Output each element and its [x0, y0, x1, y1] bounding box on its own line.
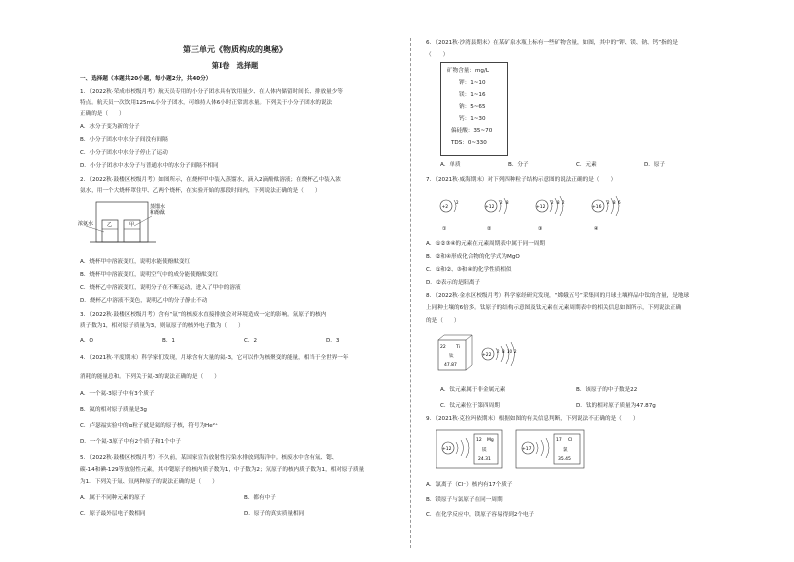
q7-atom-diagrams [436, 194, 646, 236]
mg-number: 12 [476, 438, 482, 443]
q1-line3: 正确的是（ ） [80, 111, 125, 117]
cl-symbol: Cl [568, 438, 573, 443]
mineral-potassium: 钾：1~10 [459, 80, 486, 86]
q3-option-d: D．3 [326, 338, 340, 344]
q5-line2: 碳-14和碘-129等放射性元素，其中锶原子的核内质子数为1，中子数为2；氘原子的核内质子数为1，相对原子质量 [80, 467, 365, 473]
q1-option-a: A．水分子变为新的分子 [80, 124, 140, 130]
q2-option-b: B．烧杯甲中溶液变红，说明空气中的成分能使酚酞变红 [80, 272, 219, 278]
mineral-calcium: 钙：1~30 [459, 116, 486, 122]
page-title: 第三单元《物质构成的奥秘》 [183, 44, 287, 54]
atom4-label: ④ [594, 226, 599, 232]
column-divider [410, 38, 411, 548]
q4-option-c: C．卢瑟福实验中的α粒子就是氦的原子核，符号为He²⁺ [80, 423, 218, 429]
svg-text:2: 2 [497, 349, 500, 354]
q7-line1: 7．（2021秋·威海期末）对下列四种粒子结构示意图的说法正确的是（ ） [426, 177, 617, 183]
mineral-label-box [440, 62, 508, 156]
cl-name: 氯 [563, 448, 568, 453]
q5-option-d: D．原子的真实质量相同 [244, 511, 305, 517]
q4-line2: 消耗的能量总和。下列关于氦-3的说法正确的是（ ） [80, 374, 220, 380]
atom-diagram-1 [440, 200, 459, 232]
svg-text:2: 2 [456, 200, 459, 205]
q4-option-a: A．一个氦-3原子中有3个质子 [80, 391, 155, 397]
q2-option-d: D．烧杯乙中溶液不变色，说明乙中的分子静止不动 [80, 298, 208, 304]
atom1-nucleus: +2 [441, 205, 449, 210]
q8-option-c: C．钛元素位于第四周期 [440, 403, 500, 409]
q5-option-b: B．都有中子 [244, 495, 276, 501]
mg-nucleus: +12 [442, 447, 452, 452]
q5-option-a: A．属于不同种元素的原子 [80, 495, 146, 501]
section-heading: 一、选择题（本题共20小题，每小题2分，共40分） [80, 76, 212, 82]
mineral-tds: TDS：0~330 [451, 140, 487, 146]
q6-option-c: C．元素 [576, 162, 597, 168]
q8-option-b: B．该原子的中子数是22 [576, 387, 638, 393]
q9-mg-cl-figure [436, 428, 646, 472]
q2-line2: 氨水，用一个大烧杯罩住甲、乙两个烧杯，在实验开始的那段时间内，下列说法正确的是（ ） [80, 188, 321, 194]
q6-line1: 6．（2021秋·沙湾县期末）在某矿泉水瓶上标有一些矿物含量，如图，其中的“钾、镁、钠、钙”指的是 [426, 40, 678, 46]
mineral-sodium: 钠：5~65 [459, 104, 486, 110]
q3-line1: 3．（2022秋·鼓楼区校级月考）含有“氚”的核废水直接排放会对环境造成一定的影响。氚原子的核内 [80, 312, 327, 318]
q5-line1: 5．（2022秋·鼓楼区校级月考）不久前，某国家宣告放射性污染水排放到海洋中。核废水中含有氚、锶、 [80, 455, 338, 461]
q7-option-d: D．②表示的是阳离子 [426, 280, 481, 286]
atom2-label: ② [487, 226, 492, 232]
ti-symbol: Ti [456, 345, 460, 350]
q7-option-c: C．①和②、③和④的化学性质相似 [426, 267, 512, 273]
svg-text:2: 2 [562, 200, 565, 205]
q9-option-b: B．镁原子与氯原子在同一周期 [426, 497, 503, 503]
q7-option-b: B．②和④形成化合物的化学式为MgO [426, 254, 520, 260]
svg-text:2: 2 [514, 349, 517, 354]
page-subtitle: 第Ⅰ卷 选择题 [211, 61, 259, 70]
atom-diagram-3 [536, 196, 565, 232]
mineral-metasilicate: 偏硅酸：35~70 [451, 128, 493, 134]
atom3-nucleus: +12 [536, 205, 546, 210]
label-distilled-water: 蒸馏水 [150, 204, 166, 210]
q8-titanium-figure [436, 334, 546, 376]
atom-diagram-4 [592, 196, 621, 232]
q3-option-a: A．0 [80, 338, 93, 344]
atom3-label: ③ [538, 226, 543, 232]
q2-line1: 2．（2022秋·鼓楼区校级月考）如图所示，在烧杯甲中装入蒸馏水，滴入2滴酚酞溶液；在烧杯乙中装入浓 [80, 177, 341, 183]
ti-atomic-number: 22 [440, 345, 446, 350]
cl-mass: 35.45 [558, 457, 571, 462]
svg-text:6: 6 [618, 200, 621, 205]
q9-line1: 9．（2021秋·克拉玛依期末）根据如图的有关信息判断，下列说法不正确的是（ ） [426, 416, 639, 422]
q9-option-c: C．在化学反应中，镁原子容易得到2个电子 [426, 512, 535, 518]
svg-text:2: 2 [607, 200, 610, 205]
q6-option-b: B．分子 [508, 162, 529, 168]
q5-line3: 为1．下列关于氚、氘两种原子的说法正确的是（ ） [80, 479, 218, 485]
mg-mass: 24.31 [478, 457, 491, 462]
q6-option-d: D．原子 [644, 162, 666, 168]
svg-text:2: 2 [551, 200, 554, 205]
q2-option-a: A．烧杯甲中溶液变红，说明水能使酚酞变红 [80, 259, 191, 265]
svg-text:8: 8 [506, 200, 509, 205]
q8-line1: 8．（2022秋·金水区校级月考）科学家经研究发现，“嫦娥五号”采集回的月球土壤样品中钛的含量，是地球 [426, 293, 690, 299]
cl-number: 17 [556, 438, 562, 443]
q6-line2: （ ） [426, 52, 449, 58]
mineral-magnesium: 镁：1~16 [459, 92, 486, 98]
svg-text:2: 2 [500, 200, 503, 205]
svg-text:8: 8 [613, 200, 616, 205]
q3-line2: 质子数为1，相对原子质量为3，则氚原子的核外电子数为（ ） [80, 323, 244, 329]
ti-nucleus: +22 [482, 353, 492, 358]
q8-option-d: D．钛的相对原子质量为47.87g [576, 403, 656, 409]
q8-line2: 上同种土壤的6倍多。钛原子的结构示意图及钛元素在元素周期表中的相关信息如图所示，下列说法正确 [426, 305, 682, 311]
atom-diagram-2 [485, 198, 509, 232]
q5-option-c: C．原子最外层电子数相同 [80, 511, 146, 517]
q1-line2: 特点。航天员一次饮用125mL小分子团水，可维持人体6小时正常需水量。下列关于小分子团水的说法 [80, 100, 333, 106]
atom4-nucleus: +16 [592, 205, 602, 210]
q8-option-a: A．钛元素属于非金属元素 [440, 387, 506, 393]
atom1-label: ① [442, 226, 447, 232]
ti-mass: 47.87 [444, 363, 457, 368]
q1-option-d: D．小分子团水中水分子与普通水中的水分子间隔不相同 [80, 163, 219, 169]
q4-option-d: D．一个氦-3原子中有2个质子和1个中子 [80, 439, 181, 445]
q7-option-a: A．①②③④的元素在元素周期表中属于同一周期 [426, 241, 545, 247]
label-phenolphthalein: 和酚酞 [150, 210, 166, 216]
label-beaker-jia: 甲 [129, 222, 135, 228]
cl-nucleus: +17 [522, 447, 532, 452]
q3-option-c: C．2 [244, 338, 258, 344]
svg-text:8: 8 [557, 200, 560, 205]
ti-name: 钛 [449, 354, 454, 359]
label-beaker-yi: 乙 [107, 222, 113, 228]
label-conc-ammonia: 浓氨水 [78, 221, 94, 227]
q3-option-b: B．1 [162, 338, 175, 344]
q1-line1: 1．（2022秋·荣成市校级月考）航天员专用的小分子团水具有饮用量少、在人体内储留时间长、排放量少等 [80, 89, 343, 95]
q1-option-c: C．小分子团水中水分子停止了运动 [80, 150, 168, 156]
q4-line1: 4．（2021秋·平度期末）科学家们发现，月球含有大量的氦-3，它可以作为核聚变的能量，相当于全世界一年 [80, 355, 349, 361]
q9-option-a: A．氯离子（Cl⁻）核内有17个质子 [426, 482, 513, 488]
q6-option-a: A．单质 [440, 162, 461, 168]
svg-text:8: 8 [502, 349, 505, 354]
mineral-box-heading: 矿物含量：mg/L [447, 68, 489, 74]
atom2-nucleus: +12 [485, 205, 495, 210]
svg-text:10: 10 [507, 349, 513, 354]
q2-option-c: C．烧杯乙中溶液变红，说明分子在不断运动，进入了甲中的溶液 [80, 285, 241, 291]
q1-option-b: B．小分子团水中水分子间没有间隔 [80, 137, 168, 143]
q4-option-b: B．氦的相对原子质量是3g [80, 407, 147, 413]
beaker-diagram [78, 196, 178, 248]
q8-line3: 的是（ ） [426, 318, 460, 324]
mg-symbol: Mg [487, 438, 494, 443]
mg-name: 镁 [482, 448, 487, 453]
